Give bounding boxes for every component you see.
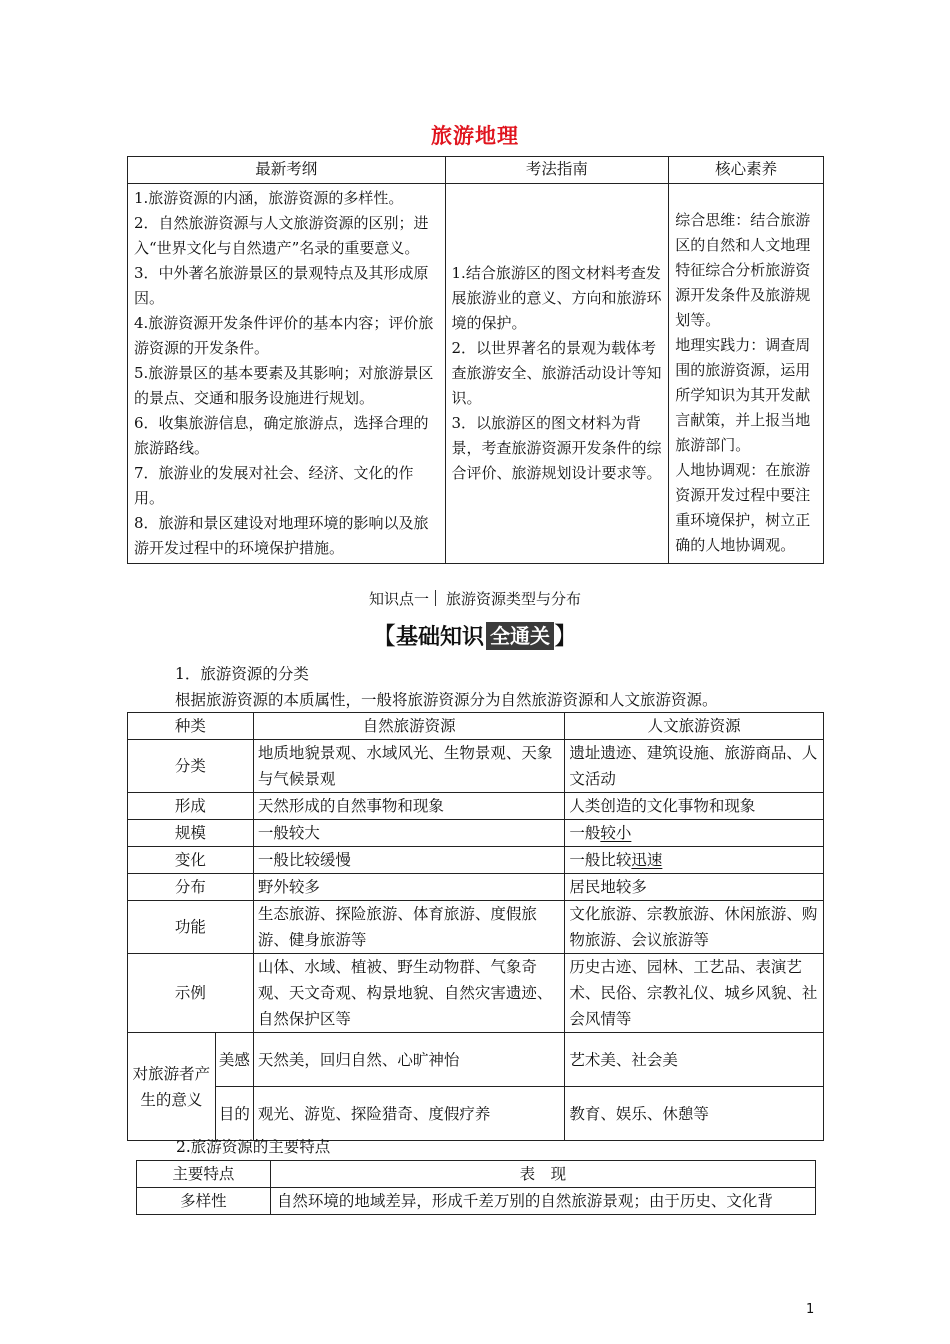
row-label: 规模 (128, 820, 254, 847)
outline-cell (128, 184, 446, 564)
human-cell: 人类创造的文化事物和现象 (565, 793, 824, 820)
header-feature: 主要特点 (137, 1161, 271, 1188)
table-row (128, 1033, 824, 1087)
header-exam-guide: 考法指南 (445, 157, 669, 184)
underlined-answer: 较小 (600, 824, 632, 842)
table-row (128, 820, 824, 847)
natural-cell: 地质地貌景观、水域风光、生物景观、天象与气候景观 (253, 740, 565, 793)
natural-cell: 野外较多 (253, 874, 565, 901)
section-heading: 1．旅游资源的分类 (175, 665, 309, 683)
guide-item: 2．以世界著名的景观为载体考查旅游安全、旅游活动设计等知识。 (451, 339, 662, 407)
feature-label: 多样性 (137, 1188, 271, 1215)
table-row (128, 184, 824, 564)
header-performance: 表 现 (270, 1161, 815, 1188)
human-cell: 遗址遗迹、建筑设施、旅游商品、人文活动 (565, 740, 824, 793)
row-label: 示例 (128, 954, 254, 1033)
guide-cell (445, 184, 669, 564)
table-row (128, 954, 824, 1033)
feature-text: 自然环境的地域差异，形成千差万别的自然旅游景观；由于历史、文化背 (270, 1188, 815, 1215)
human-cell: 教育、娱乐、休憩等 (565, 1087, 824, 1141)
section-intro: 根据旅游资源的本质属性，一般将旅游资源分为自然旅游资源和人文旅游资源。 (175, 691, 718, 709)
knowledge-point-heading (0, 588, 950, 609)
human-text: 一般比较 (569, 851, 632, 869)
natural-cell: 一般比较缓慢 (253, 847, 565, 874)
outline-item: 6．收集旅游信息，确定旅游点，选择合理的旅游路线。 (134, 414, 429, 457)
table-row (128, 740, 824, 793)
outline-item: 5.旅游景区的基本要素及其影响；对旅游景区的景点、交通和服务设施进行规划。 (134, 364, 434, 407)
outline-item: 4.旅游资源开发条件评价的基本内容；评价旅游资源的开发条件。 (134, 314, 434, 357)
table-header-row (128, 713, 824, 740)
features-table (136, 1160, 816, 1215)
human-cell: 居民地较多 (565, 874, 824, 901)
table-row (128, 874, 824, 901)
table-row (128, 1087, 824, 1141)
header-category: 种类 (128, 713, 254, 740)
knowledge-point-topic: 旅游资源类型与分布 (446, 590, 582, 608)
human-cell: 文化旅游、宗教旅游、休闲旅游、购物旅游、会议旅游等 (565, 901, 824, 954)
table-row (128, 847, 824, 874)
page-number: 1 (806, 1302, 815, 1317)
table-header-row (128, 157, 824, 184)
natural-cell: 生态旅游、探险旅游、体育旅游、度假旅游、健身旅游等 (253, 901, 565, 954)
banner-highlight: 全通关 (486, 622, 554, 650)
knowledge-point-label: 知识点一 (368, 590, 429, 608)
human-cell (565, 847, 824, 874)
natural-cell: 天然美，回归自然、心旷神怡 (253, 1033, 565, 1087)
table-row (137, 1188, 816, 1215)
human-cell: 艺术美、社会美 (565, 1033, 824, 1087)
sub-label-purpose: 目的 (215, 1087, 253, 1141)
row-label: 变化 (128, 847, 254, 874)
human-text: 一般 (569, 824, 601, 842)
classification-table (127, 712, 824, 1141)
literacy-item: 地理实践力：调查周围的旅游资源，运用所学知识为其开发献言献策，并上报当地旅游部门。 (675, 336, 811, 454)
natural-cell: 一般较大 (253, 820, 565, 847)
sub-label-beauty: 美感 (215, 1033, 253, 1087)
literacy-item: 人地协调观：在旅游资源开发过程中要注重环境保护，树立正确的人地协调观。 (675, 461, 811, 554)
natural-cell: 山体、水域、植被、野生动物群、气象奇观、天文奇观、构景地貌、自然灾害遗迹、自然保护区等 (253, 954, 565, 1033)
underlined-answer: 迅速 (631, 851, 663, 869)
outline-item: 7．旅游业的发展对社会、经济、文化的作用。 (134, 464, 414, 507)
row-label: 形成 (128, 793, 254, 820)
human-cell (565, 820, 824, 847)
header-core-literacy: 核心素养 (669, 157, 824, 184)
header-natural: 自然旅游资源 (253, 713, 565, 740)
outline-item: 8．旅游和景区建设对地理环境的影响以及旅游开发过程中的环境保护措施。 (134, 514, 429, 557)
table-header-row (137, 1161, 816, 1188)
guide-item: 1.结合旅游区的图文材料考查发展旅游业的意义、方向和旅游环境的保护。 (451, 264, 662, 332)
bracket-left: 【 (371, 622, 396, 650)
human-cell: 历史古迹、园林、工艺品、表演艺术、民俗、宗教礼仪、城乡风貌、社会风情等 (565, 954, 824, 1033)
header-latest-outline: 最新考纲 (128, 157, 446, 184)
row-label: 分布 (128, 874, 254, 901)
row-label: 分类 (128, 740, 254, 793)
natural-cell: 观光、游览、探险猎奇、度假疗养 (253, 1087, 565, 1141)
bracket-right: 】 (554, 622, 578, 650)
outline-item: 1.旅游资源的内涵，旅游资源的多样性。 (134, 189, 404, 207)
divider (435, 590, 436, 606)
section-heading: 2.旅游资源的主要特点 (176, 1138, 331, 1156)
section-banner (0, 616, 950, 651)
outline-item: 3．中外著名旅游景区的景观特点及其形成原因。 (134, 264, 429, 307)
natural-cell: 天然形成的自然事物和现象 (253, 793, 565, 820)
page-title: 旅游地理 (431, 124, 519, 148)
table-row (128, 793, 824, 820)
header-human: 人文旅游资源 (565, 713, 824, 740)
banner-text: 基础知识 (395, 625, 484, 650)
significance-label: 对旅游者产生的意义 (128, 1033, 216, 1141)
literacy-cell (669, 184, 824, 564)
table-row (128, 901, 824, 954)
row-label: 功能 (128, 901, 254, 954)
outline-item: 2．自然旅游资源与人文旅游资源的区别；进入“世界文化与自然遗产”名录的重要意义。 (134, 214, 429, 257)
exam-outline-table (127, 156, 824, 564)
literacy-item: 综合思维：结合旅游区的自然和人文地理特征综合分析旅游资源开发条件及旅游规划等。 (675, 211, 811, 329)
guide-item: 3．以旅游区的图文材料为背景，考查旅游资源开发条件的综合评价、旅游规划设计要求等。 (451, 414, 662, 482)
